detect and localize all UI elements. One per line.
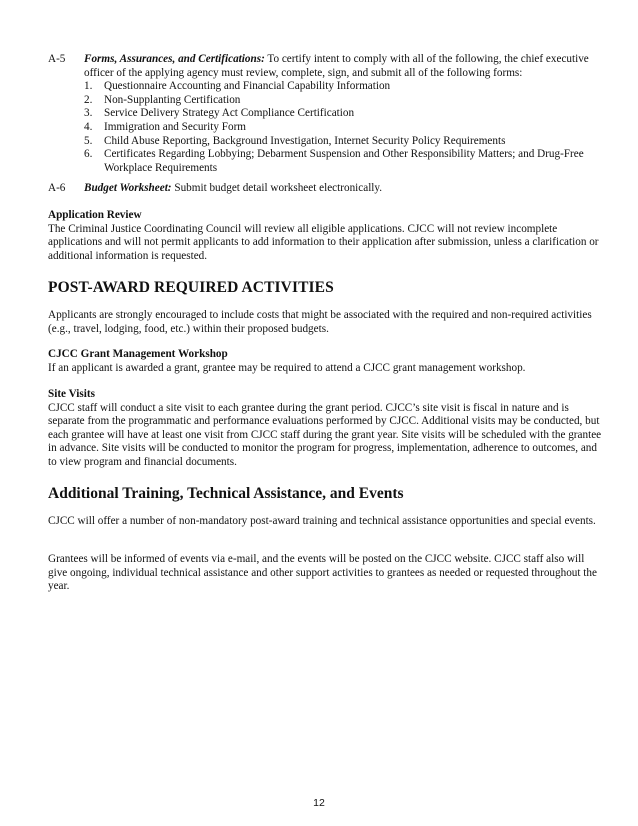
post-award-heading: POST-AWARD REQUIRED ACTIVITIES [48,279,334,296]
site-visits-section [48,388,606,470]
list-text: Questionnaire Accounting and Financial Capability Information [104,80,391,93]
list-text: Child Abuse Reporting, Background Investigation, Internet Security Policy Requirements [104,134,506,147]
list-text: Non-Supplanting Certification [104,93,241,106]
additional-heading: Additional Training, Technical Assistance, and Events [48,485,404,502]
list-text: Immigration and Security Form [104,120,246,133]
item-a6-text: Submit budget detail worksheet electronically. [171,182,383,194]
list-item [84,94,604,108]
list-number: 6. [84,148,93,161]
list-item [84,80,604,94]
list-number: 3. [84,107,93,120]
item-a5-lead: Forms, Assurances, and Certifications: [84,53,265,65]
list-text: Certificates Regarding Lobbying; Debarment Suspension and Other Responsibility Matters; and Drug-Free Workplace Requirements [104,148,584,174]
list-number: 1. [84,80,93,93]
list-item [84,121,604,135]
page-number: 12 [313,797,325,809]
additional-para-1: CJCC will offer a number of non-mandatory post-award training and technical assistance opportunities and special events. [48,515,596,527]
item-a6-lead: Budget Worksheet: [84,182,172,194]
item-a6-body [84,182,604,196]
list-item [84,135,604,149]
application-review-section [48,209,606,263]
list-number: 4. [84,120,93,133]
post-award-intro: Applicants are strongly encouraged to include costs that might be associated with the required and non-required activities (e.g., travel, lodging, food, etc.) within their proposed budgets. [48,309,592,335]
list-text: Service Delivery Strategy Act Compliance Certification [104,107,355,120]
workshop-text: If an applicant is awarded a grant, grantee may be required to attend a CJCC grant management workshop. [48,361,526,374]
list-item [84,148,604,175]
list-number: 2. [84,93,93,106]
item-a5-body [84,53,604,175]
item-a5-description [84,53,604,80]
list-number: 5. [84,134,93,147]
workshop-section [48,348,606,375]
forms-list [84,80,604,175]
site-visits-heading: Site Visits [48,388,95,400]
item-code-a5: A-5 [48,53,66,65]
item-code-a6: A-6 [48,182,66,194]
item-a5-text: To certify intent to comply with all of the following, the chief executive officer of the applying agency must review, complete, sign, and submit all of the following forms: [84,53,589,79]
application-review-heading: Application Review [48,209,142,221]
list-item [84,107,604,121]
application-review-text: The Criminal Justice Coordinating Council will review all eligible applications. CJCC will not review incomplete applications and will not permit applicants to add information to their application after submission, unless a clarification or additional information is requested. [48,222,599,262]
workshop-heading: CJCC Grant Management Workshop [48,348,228,360]
site-visits-text: CJCC staff will conduct a site visit to each grantee during the grant period. CJCC’s site visit is fiscal in nature and is separate from the programmatic and performance evaluations performed by CJCC. Additional visits may be conducted, but each grantee will have at least one visit from CJCC staff during the grant year. Site visits will be scheduled with the grantee in advance. Site visits will be conducted to monitor the program for progress, implementation, adherence to outcomes, and to view program and financial documents. [48,401,602,468]
additional-para-2: Grantees will be informed of events via e-mail, and the events will be posted on the CJCC website. CJCC staff also will give ongoing, individual technical assistance and other support activities to grantees as needed or requested throughout the year. [48,553,597,593]
